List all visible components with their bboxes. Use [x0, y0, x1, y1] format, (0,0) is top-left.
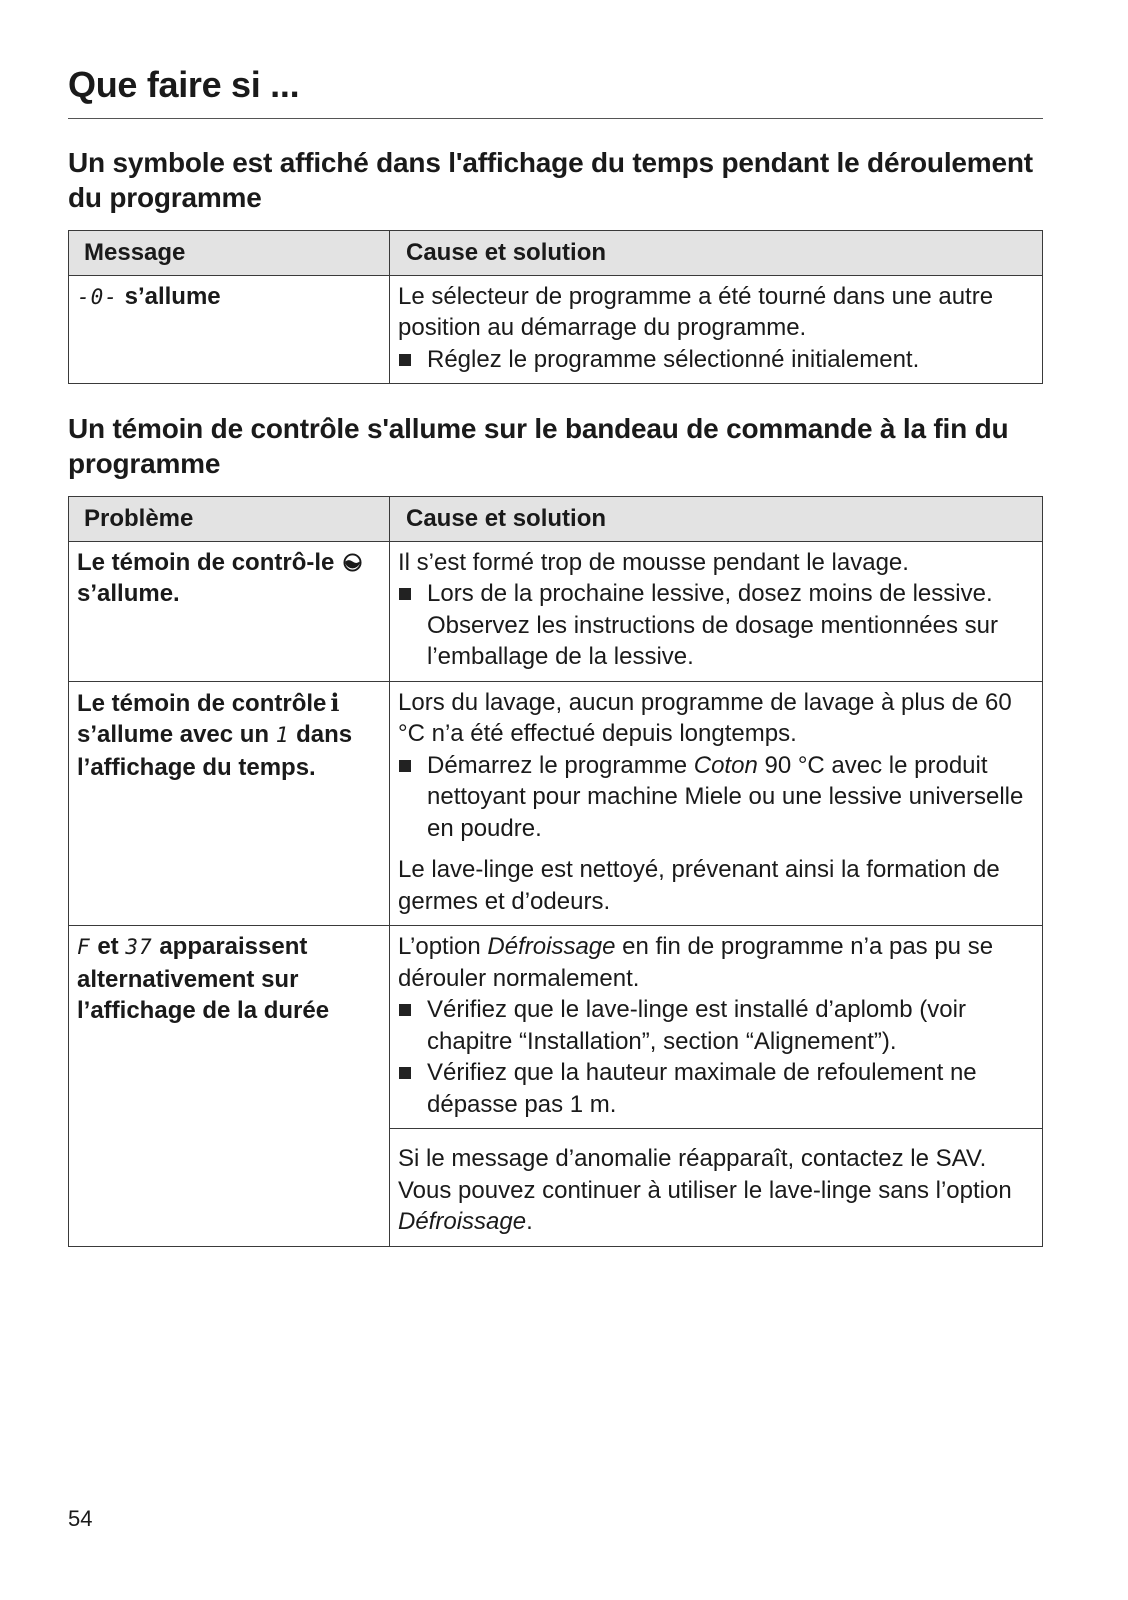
bullet-square-icon	[399, 760, 411, 772]
solution-bullet	[398, 994, 1036, 1057]
option-name: Défroissage	[398, 1208, 527, 1235]
bullet-square-icon	[399, 1067, 411, 1079]
problem-cell	[69, 926, 390, 1247]
solution-bullet	[398, 1057, 1036, 1120]
lcd-digit-one: 1	[275, 723, 290, 747]
contact-text: Si le message d’anomalie réapparaît, contactez le SAV. Vous pouvez continuer à utiliser le lave-linge sans l’option	[398, 1145, 1012, 1204]
page-title: Que faire si ...	[68, 64, 300, 105]
option-name: Défroissage	[487, 933, 616, 960]
solution-text: Démarrez le programme Coton 90 °C avec le produit nettoyant pour machine Miele ou une lessive universelle en poudre.	[427, 751, 1024, 842]
solution-text: Lors de la prochaine lessive, dosez moins de lessive. Observez les instructions de dosage mentionnées sur l’emballage de la lessive.	[427, 580, 998, 670]
cause-text: L’option Défroissage en fin de programme n’a pas pu se dérouler normalement.	[398, 933, 994, 992]
solution-text: Réglez le programme sélectionné initialement.	[427, 345, 920, 373]
problem-text-middle: s’allume avec un	[77, 721, 270, 748]
problem-conjunction: et	[97, 933, 119, 960]
title-divider	[68, 118, 1043, 119]
problem-text-end: dans l’affichage du temps.	[77, 721, 353, 781]
cause-cell	[390, 275, 1043, 384]
cause-cell	[390, 926, 1043, 1129]
message-text: s’allume	[124, 282, 221, 310]
problem-text-end: s’allume.	[77, 580, 180, 607]
table-indicator-light-problems	[68, 496, 1043, 1247]
page-number: 54	[68, 1506, 93, 1531]
problem-text: apparaissent alternativement sur l’affichage de la durée	[77, 933, 330, 1024]
cause-text: Il s’est formé trop de mousse pendant le lavage.	[398, 548, 909, 576]
info-icon: i	[330, 687, 340, 717]
table-row	[69, 541, 1043, 681]
bullet-square-icon	[399, 354, 411, 366]
column-header-message: Message	[69, 231, 390, 276]
solution-bullet	[398, 578, 1036, 673]
column-header-cause: Cause et solution	[390, 497, 1043, 542]
cause-cell	[390, 681, 1043, 926]
solution-text: Vérifiez que la hauteur maximale de refoulement ne dépasse pas 1 m.	[427, 1059, 977, 1118]
bullet-square-icon	[399, 588, 411, 600]
table-row	[69, 275, 1043, 384]
table-header-row	[69, 497, 1043, 542]
column-header-problem: Problème	[69, 497, 390, 542]
bullet-square-icon	[399, 1004, 411, 1016]
message-cell	[69, 275, 390, 384]
table-time-display-messages	[68, 230, 1043, 384]
program-name: Coton	[693, 751, 758, 779]
column-header-cause: Cause et solution	[390, 231, 1043, 276]
lcd-code-37: 37	[125, 935, 153, 959]
solution-bullet	[398, 344, 1036, 376]
foam-icon	[343, 553, 362, 572]
problem-text: Le témoin de contrôle	[77, 689, 327, 717]
section-heading-indicator-light: Un témoin de contrôle s'allume sur le bandeau de commande à la fin du programme	[68, 413, 1009, 479]
lcd-symbol-zero: -0-	[77, 284, 118, 309]
problem-text: Le témoin de contrô-le	[77, 548, 335, 576]
section-heading-time-display: Un symbole est affiché dans l'affichage du temps pendant le déroulement du programme	[68, 147, 1033, 213]
cause-text: Lors du lavage, aucun programme de lavage à plus de 60 °C n’a été effectué depuis longtemps.	[398, 688, 1012, 747]
lcd-letter-f: F	[77, 935, 91, 959]
solution-bullet	[398, 750, 1036, 845]
problem-cell	[69, 541, 390, 681]
table-header-row	[69, 231, 1043, 276]
problem-cell	[69, 681, 390, 926]
table-row	[69, 926, 1043, 1129]
cause-text: Le sélecteur de programme a été tourné dans une autre position au démarrage du programme.	[398, 282, 994, 341]
table-row	[69, 681, 1043, 926]
contact-cell: Si le message d’anomalie réapparaît, contactez le SAV. Vous pouvez continuer à utiliser le lave-linge sans l’option Défroissage.	[390, 1129, 1043, 1247]
result-text: Le lave-linge est nettoyé, prévenant ainsi la formation de germes et d’odeurs.	[398, 856, 1000, 915]
cause-cell	[390, 541, 1043, 681]
solution-text: Vérifiez que le lave-linge est installé d’aplomb (voir chapitre “Installation”, section “Alignement”).	[427, 996, 966, 1055]
